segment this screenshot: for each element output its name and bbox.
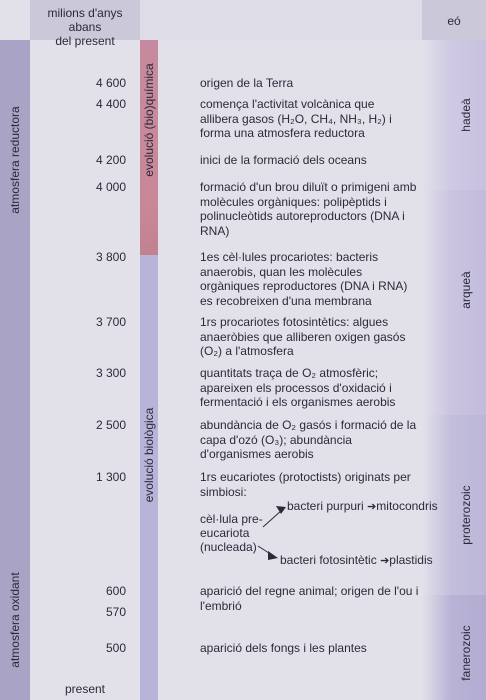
eon-archean-label: arqueà (459, 271, 473, 309)
evolution-biochemical-label: evolució (bio)química (142, 63, 156, 177)
plastids-label: plastidis (389, 553, 433, 567)
header-line-2: del present (55, 34, 115, 48)
header-line-1: milions d'anys abans (47, 6, 123, 34)
time-value: 1 300 (95, 470, 126, 484)
time-value: 4 200 (95, 153, 126, 167)
present-label: present (64, 682, 106, 696)
time-value: 500 (105, 641, 126, 655)
mitochondria-label: mitocondris (376, 499, 438, 513)
event-text: comença l'activitat volcànica que allibera gasos (H₂O, CH₄, NH₃, H₂) i forma una atmosfera reductora (200, 97, 392, 140)
time-value: 4 000 (95, 180, 126, 194)
eon-phanerozoic-label: fanerozoic (459, 625, 473, 681)
time-value: 4 600 (95, 76, 126, 90)
time-value: 3 800 (95, 250, 126, 264)
event-text: aparició dels fongs i les plantes (200, 641, 367, 655)
arrow-right-icon: ➔ (380, 555, 390, 567)
pre-eukaryote-cell-label: cèl·lula pre-eucariota (nucleada) (200, 512, 263, 554)
time-value: 2 500 (95, 418, 126, 432)
time-value: 600 (105, 584, 126, 598)
event-text: 1es cèl·lules procariotes: bacteris anaerobis, quan les molècules orgàniques reproductores (DNA i RNA) es recobreixen d'una membrana (200, 250, 408, 308)
time-value: 3 700 (95, 315, 126, 329)
eon-hadean-label: hadeà (459, 98, 473, 132)
time-value: 4 400 (95, 97, 126, 111)
atmosphere-oxidant-label: atmosfera oxidant (8, 572, 22, 668)
event-text: 1rs eucariotes (protoctists) originats per simbiosi: (200, 470, 411, 499)
purple-bacteria-label: bacteri purpuri (287, 499, 364, 513)
eon-proterozoic-label: proterozoic (459, 485, 473, 545)
event-text: formació d'un brou diluït o primigeni amb molècules orgàniques: polipèptids i polinucleòtids autoreproductors (DNA i RNA) (200, 180, 417, 238)
event-text: aparició del regne animal; origen de l'ou i l'embrió (200, 584, 419, 613)
atmosphere-reductora-label: atmosfera reductora (8, 106, 22, 214)
time-value: 570 (105, 605, 126, 619)
photosynthetic-bacterium-row (280, 553, 433, 568)
photosynthetic-bacteria-label: bacteri fotosintètic (280, 553, 377, 567)
event-text: origen de la Terra (200, 76, 294, 90)
evolution-biological-label: evolució biològica (142, 407, 156, 503)
event-text: 1rs procariotes fotosintètics: algues anaeròbies que alliberen oxigen gasós (O₂) a l'atmosfera (200, 315, 406, 358)
time-value: 3 300 (95, 366, 126, 380)
purple-bacterium-row (287, 499, 438, 514)
event-text: quantitats traça de O₂ atmosfèric; apareixen els processos d'oxidació i fermentació i els organismes aerobis (200, 366, 396, 409)
event-text: inici de la formació dels oceans (200, 153, 367, 167)
eon-column-header: eó (422, 0, 486, 40)
arrow-right-icon: ➔ (367, 501, 377, 513)
event-text: abundància de O₂ gasós i formació de la capa d'ozó (O₃); abundància d'organismes aerobis (200, 418, 417, 461)
